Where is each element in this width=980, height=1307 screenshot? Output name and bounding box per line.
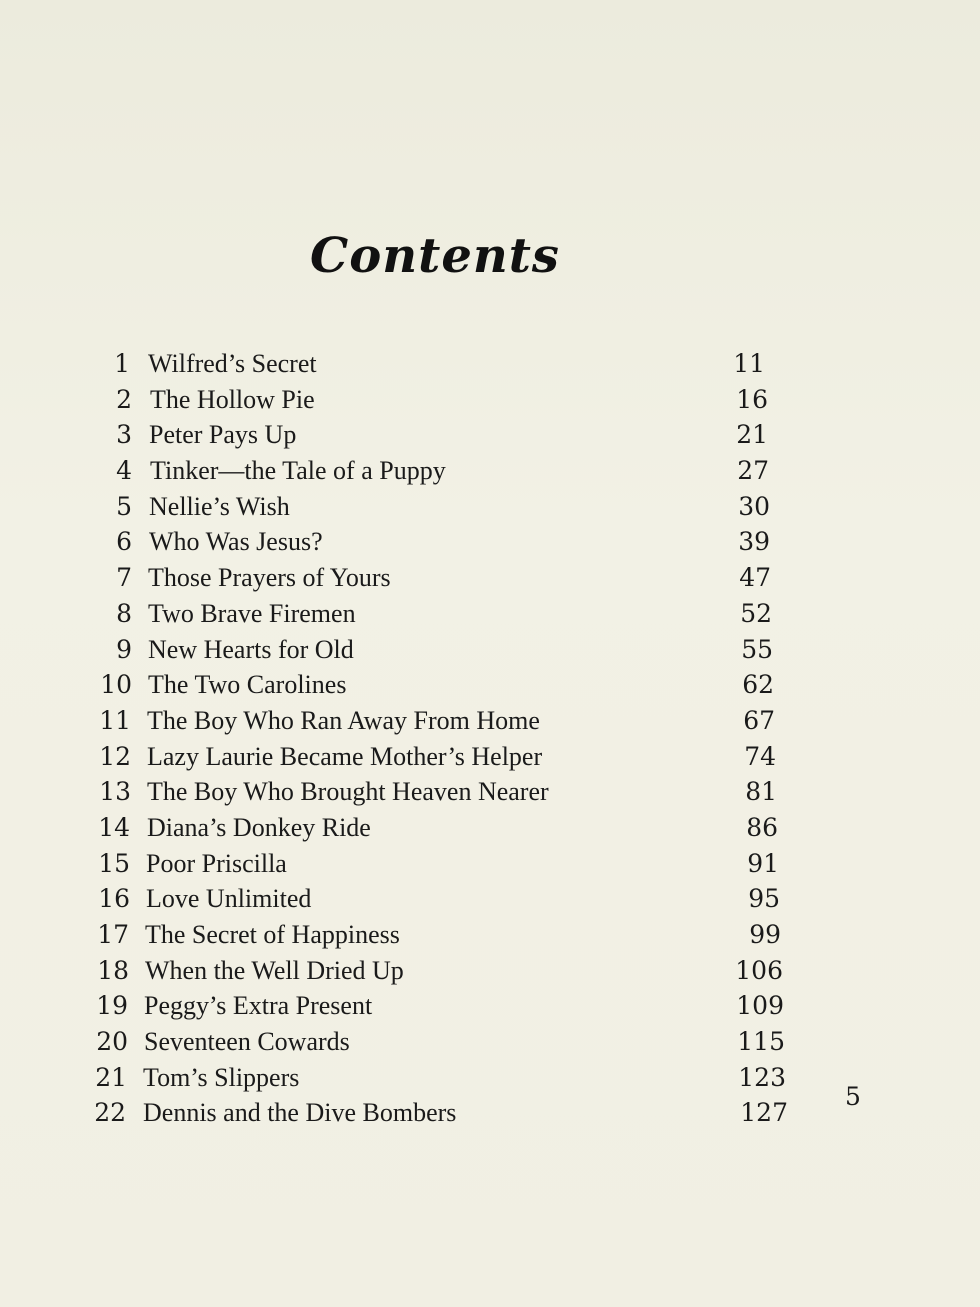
page-number: 55 (741, 634, 773, 664)
page-number: 109 (736, 991, 784, 1021)
page-number: 95 (748, 884, 780, 914)
chapter-title: Dennis and the Dive Bombers (143, 1098, 457, 1128)
page-number: 27 (737, 456, 769, 486)
toc-entry (0, 881, 980, 917)
page-title: Contents (310, 228, 560, 284)
chapter-title: Tinker—the Tale of a Puppy (150, 456, 446, 486)
page-number: 115 (737, 1027, 785, 1057)
chapter-title: When the Well Dried Up (145, 955, 404, 985)
chapter-title: The Two Carolines (148, 670, 347, 700)
chapter-title: Those Prayers of Yours (148, 563, 391, 593)
chapter-number: 2 (116, 384, 132, 414)
page-number: 99 (749, 920, 781, 949)
chapter-title: Peggy’s Extra Present (144, 991, 373, 1021)
chapter-number: 10 (100, 670, 132, 700)
chapter-title: Who Was Jesus? (149, 527, 323, 557)
chapter-number: 9 (116, 634, 132, 664)
page-number: 52 (740, 598, 772, 628)
toc-entry (0, 382, 980, 418)
chapter-number: 16 (98, 884, 130, 914)
toc-entry (0, 667, 980, 703)
toc-entry (0, 774, 980, 810)
page-number: 21 (736, 420, 768, 450)
chapter-title: Tom’s Slippers (143, 1062, 300, 1092)
chapter-number: 12 (99, 741, 131, 771)
toc-entry (0, 560, 980, 596)
chapter-number: 19 (96, 991, 128, 1021)
toc-entry (0, 596, 980, 632)
page-number: 11 (733, 349, 765, 378)
toc-entry (0, 846, 980, 882)
chapter-number: 6 (116, 527, 132, 557)
toc-entry (0, 953, 980, 989)
chapter-title: The Hollow Pie (150, 384, 315, 414)
toc-entry (0, 1060, 980, 1096)
chapter-number: 18 (97, 955, 129, 985)
toc-entry (0, 703, 980, 739)
toc-entry (0, 453, 980, 489)
page-number: 30 (738, 491, 770, 521)
chapter-number: 14 (98, 812, 130, 842)
chapter-title: Two Brave Firemen (148, 598, 356, 628)
chapter-number: 7 (116, 563, 132, 593)
chapter-number: 21 (95, 1062, 127, 1092)
page-number: 16 (736, 384, 768, 414)
table-of-contents (0, 346, 980, 1131)
page-number: 106 (735, 955, 783, 985)
toc-entry (0, 524, 980, 560)
chapter-number: 5 (116, 491, 132, 521)
page-number: 127 (740, 1098, 788, 1128)
chapter-number: 22 (94, 1098, 126, 1128)
chapter-title: Seventeen Cowards (144, 1027, 350, 1057)
page-number: 123 (738, 1062, 786, 1092)
chapter-title: Nellie’s Wish (149, 491, 290, 521)
toc-entry (0, 917, 980, 953)
toc-entry (0, 346, 978, 382)
toc-entry (0, 417, 980, 453)
toc-entry (0, 810, 980, 846)
chapter-number: 4 (116, 456, 132, 486)
chapter-number: 3 (116, 420, 132, 450)
chapter-number: 17 (97, 920, 129, 949)
toc-entry (0, 1095, 980, 1131)
chapter-number: 15 (98, 848, 130, 878)
folio-page-number: 5 (845, 1082, 861, 1111)
page-number: 81 (745, 777, 777, 807)
chapter-title: New Hearts for Old (148, 634, 354, 664)
chapter-number: 20 (96, 1027, 128, 1057)
chapter-title: The Boy Who Ran Away From Home (147, 705, 540, 735)
chapter-title: Diana’s Donkey Ride (147, 812, 371, 842)
page-number: 47 (739, 563, 771, 593)
chapter-title: The Secret of Happiness (145, 920, 400, 949)
chapter-title: The Boy Who Brought Heaven Nearer (147, 777, 549, 807)
chapter-title: Love Unlimited (146, 884, 312, 914)
chapter-number: 13 (99, 777, 131, 807)
toc-entry (0, 632, 980, 668)
toc-entry (0, 489, 980, 525)
toc-entry (0, 1024, 980, 1060)
page-number: 91 (747, 848, 779, 878)
chapter-title: Peter Pays Up (149, 420, 297, 450)
chapter-title: Poor Priscilla (146, 848, 287, 878)
page-number: 39 (738, 527, 770, 557)
chapter-number: 8 (116, 598, 132, 628)
toc-entry (0, 739, 980, 775)
page-number: 74 (744, 741, 776, 771)
page-number: 86 (746, 812, 778, 842)
page-number: 62 (742, 670, 774, 700)
chapter-title: Wilfred’s Secret (148, 349, 317, 378)
page-number: 67 (743, 705, 775, 735)
chapter-title: Lazy Laurie Became Mother’s Helper (147, 741, 543, 771)
chapter-number: 1 (114, 349, 130, 378)
toc-entry (0, 988, 980, 1024)
chapter-number: 11 (99, 705, 131, 735)
